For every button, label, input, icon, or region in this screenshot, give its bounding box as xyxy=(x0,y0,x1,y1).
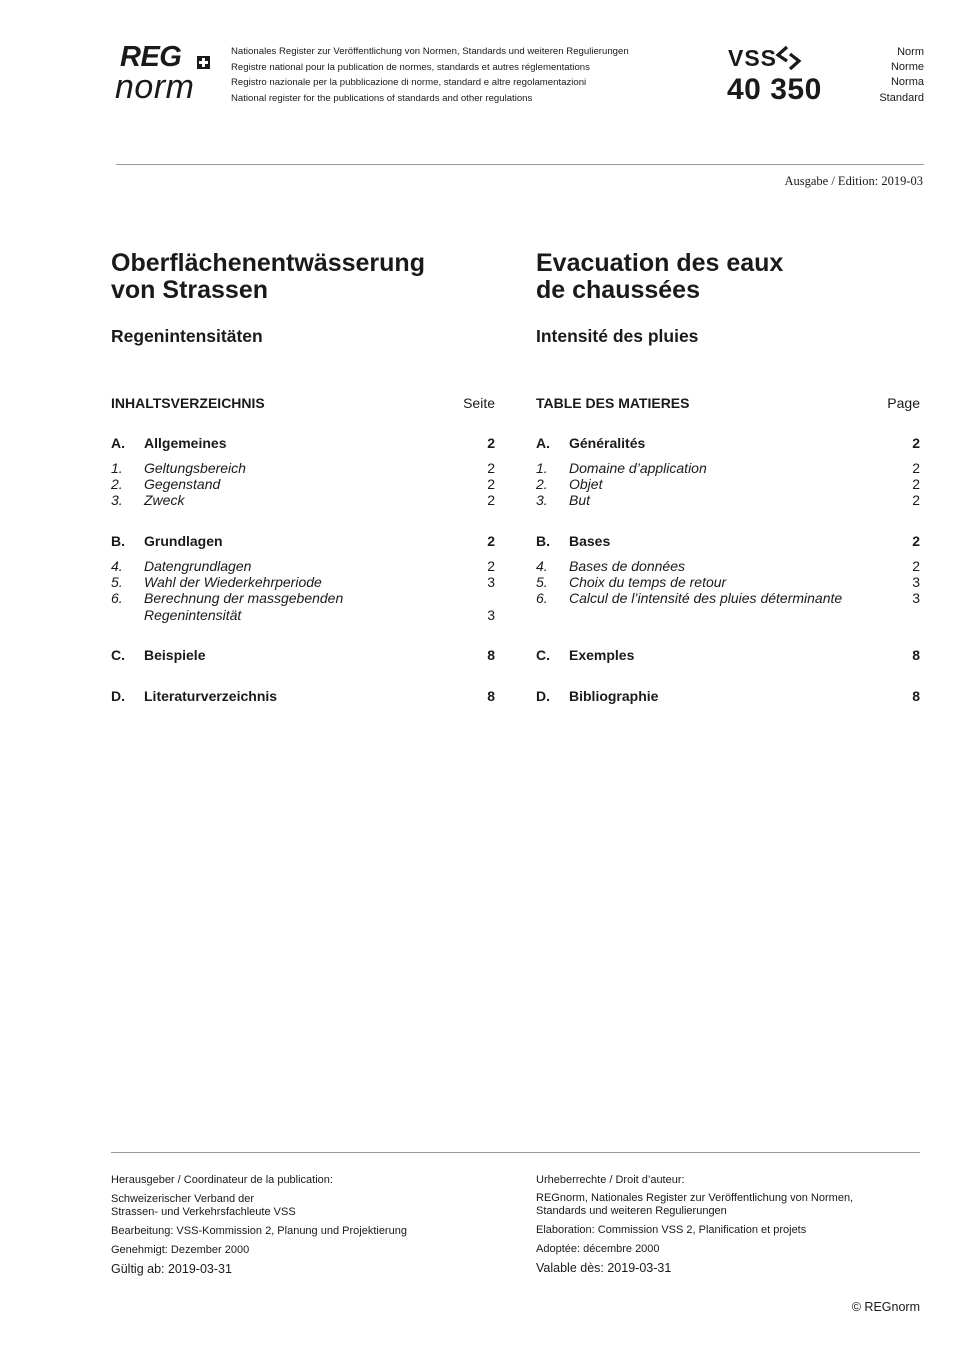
norm-word-it: Norma xyxy=(890,76,924,89)
toc-page: 3 xyxy=(912,574,920,590)
toc-number: B. xyxy=(536,533,550,549)
toc-page: 2 xyxy=(912,492,920,508)
toc-label: Exemples xyxy=(569,647,635,663)
toc-page: 8 xyxy=(912,647,920,663)
regnorm-logo-reg: REG xyxy=(120,41,182,73)
toc-label: Wahl der Wiederkehrperiode xyxy=(144,574,322,590)
toc-page: 3 xyxy=(487,574,495,590)
toc-label: Geltungsbereich xyxy=(144,460,246,476)
toc-de-section-d xyxy=(111,688,495,705)
toc-number: 5. xyxy=(536,574,548,590)
toc-fr-item-3 xyxy=(536,492,920,509)
toc-page: 8 xyxy=(487,688,495,704)
toc-page: 2 xyxy=(487,460,495,476)
toc-fr-item-2 xyxy=(536,476,920,493)
toc-label: Gegenstand xyxy=(144,476,221,492)
subtitle-de: Regenintensitäten xyxy=(111,326,263,346)
toc-number: 4. xyxy=(536,558,548,574)
copyright-line2: Standards und weiteren Regulierungen xyxy=(536,1205,727,1217)
footer-copyright-block xyxy=(536,1174,926,1275)
elaboration-info: Elaboration: Commission VSS 2, Planification et projets xyxy=(536,1224,807,1236)
toc-page: 2 xyxy=(487,435,495,451)
toc-fr-item-6 xyxy=(536,590,920,607)
adoption-date: Adoptée: décembre 2000 xyxy=(536,1243,660,1255)
copyright-label: Urheberrechte / Droit d’auteur: xyxy=(536,1174,685,1186)
toc-fr-section-d xyxy=(536,688,920,705)
norm-word-de: Norm xyxy=(897,46,924,58)
register-line-fr: Registre national pour la publication de normes, standards et autres réglementations xyxy=(231,61,590,73)
toc-label: Grundlagen xyxy=(144,533,223,549)
toc-page: 2 xyxy=(912,558,920,574)
toc-number: 5. xyxy=(111,574,123,590)
toc-page: 2 xyxy=(912,460,920,476)
footer-publisher-block xyxy=(111,1174,511,1276)
toc-page: 2 xyxy=(487,492,495,508)
toc-fr-section-b xyxy=(536,533,920,550)
toc-de-section-c xyxy=(111,647,495,664)
toc-page: 8 xyxy=(487,647,495,663)
toc-fr-heading: TABLE DES MATIERES xyxy=(536,395,690,411)
toc-number: 3. xyxy=(111,492,123,508)
title-fr-line1: Evacuation des eaux xyxy=(536,249,784,277)
norm-word-en: Standard xyxy=(879,91,924,104)
toc-fr-page-heading: Page xyxy=(887,395,920,411)
toc-label: Choix du temps de retour xyxy=(569,574,727,590)
toc-label: Domaine d’application xyxy=(569,460,707,476)
toc-label: Bases de données xyxy=(569,558,685,574)
toc-de-item-1 xyxy=(111,460,495,477)
toc-label: Datengrundlagen xyxy=(144,558,252,574)
toc-fr xyxy=(536,0,920,720)
toc-fr-item-5 xyxy=(536,574,920,591)
valid-from-fr: Valable dès: 2019-03-31 xyxy=(536,1261,672,1275)
toc-page: 2 xyxy=(487,558,495,574)
toc-fr-section-c xyxy=(536,647,920,664)
title-fr-line2: de chaussées xyxy=(536,276,700,304)
vss-logo-text: VSS xyxy=(728,45,778,71)
toc-de-section-b xyxy=(111,533,495,550)
toc-number: 6. xyxy=(536,590,548,606)
toc-page: 2 xyxy=(487,533,495,549)
toc-number: A. xyxy=(536,435,550,451)
toc-number: D. xyxy=(111,688,125,704)
footer-divider xyxy=(111,1152,920,1153)
register-line-en: National register for the publications of standards and other regulations xyxy=(231,92,533,104)
editing-info: Bearbeitung: VSS-Kommission 2, Planung und Projektierung xyxy=(111,1225,407,1237)
toc-label: But xyxy=(569,492,591,508)
copyright-notice: © REGnorm xyxy=(851,1300,920,1314)
toc-de-item-2 xyxy=(111,476,495,493)
toc-de-item-3 xyxy=(111,492,495,509)
approval-date: Genehmigt: Dezember 2000 xyxy=(111,1244,250,1256)
toc-fr-item-1 xyxy=(536,460,920,477)
toc-page: 8 xyxy=(912,688,920,704)
subtitle-fr: Intensité des pluies xyxy=(536,326,699,346)
toc-fr-header xyxy=(536,395,920,412)
toc-number: 1. xyxy=(111,460,123,476)
norm-number: 40 350 xyxy=(727,73,822,106)
toc-page: 2 xyxy=(912,435,920,451)
title-de-line1: Oberflächenentwässerung xyxy=(111,249,425,277)
publisher-label: Herausgeber / Coordinateur de la publication: xyxy=(111,1174,333,1186)
publisher-line1: Schweizerischer Verband der xyxy=(111,1193,255,1205)
toc-de-page-heading: Seite xyxy=(463,395,495,411)
toc-label: Beispiele xyxy=(144,647,206,663)
toc-number: D. xyxy=(536,688,550,704)
toc-number: C. xyxy=(111,647,125,663)
norm-word-fr: Norme xyxy=(890,61,924,74)
toc-label: Regenintensität xyxy=(144,607,242,623)
toc-de-header xyxy=(111,395,495,412)
toc-number: 1. xyxy=(536,460,548,476)
toc-number: 3. xyxy=(536,492,548,508)
register-line-de: Nationales Register zur Veröffentlichung von Normen, Standards und weiteren Regulierungen xyxy=(231,46,629,57)
toc-number: 6. xyxy=(111,590,123,606)
toc-label: Objet xyxy=(569,476,603,492)
toc-label: Allgemeines xyxy=(144,435,227,451)
toc-page: 3 xyxy=(912,590,920,606)
toc-label: Zweck xyxy=(144,492,185,508)
toc-de-section-a xyxy=(111,435,495,452)
regnorm-logo-norm: norm xyxy=(115,68,195,106)
toc-number: 2. xyxy=(111,476,123,492)
toc-de-item-6 xyxy=(111,590,495,607)
toc-page: 2 xyxy=(912,476,920,492)
toc-de xyxy=(111,0,495,720)
toc-de-item-4 xyxy=(111,558,495,575)
toc-label: Literaturverzeichnis xyxy=(144,688,278,704)
toc-label: Berechnung der massgebenden xyxy=(144,590,344,606)
toc-number: 4. xyxy=(111,558,123,574)
publisher-line2: Strassen- und Verkehrsfachleute VSS xyxy=(111,1206,296,1218)
toc-page: 2 xyxy=(912,533,920,549)
toc-fr-section-a xyxy=(536,435,920,452)
toc-page: 2 xyxy=(487,476,495,492)
toc-label: Calcul de l’intensité des pluies déterminante xyxy=(569,590,843,606)
copyright-line1: REGnorm, Nationales Register zur Veröffentlichung von Normen, xyxy=(536,1192,854,1204)
toc-de-item-5 xyxy=(111,574,495,591)
toc-page: 3 xyxy=(487,607,495,623)
toc-number: A. xyxy=(111,435,125,451)
toc-de-item-6-cont xyxy=(111,607,495,624)
register-line-it: Registro nazionale per la pubblicazione di norme, standard e altre regolamentazioni xyxy=(231,77,587,88)
toc-fr-item-4 xyxy=(536,558,920,575)
valid-from: Gültig ab: 2019-03-31 xyxy=(111,1262,232,1276)
toc-label: Bibliographie xyxy=(569,688,659,704)
toc-number: 2. xyxy=(536,476,548,492)
edition-date: Ausgabe / Edition: 2019-03 xyxy=(784,174,923,188)
toc-de-heading: INHALTSVERZEICHNIS xyxy=(111,395,265,411)
title-de-line2: von Strassen xyxy=(111,276,269,304)
toc-label: Bases xyxy=(569,533,611,549)
toc-number: B. xyxy=(111,533,125,549)
toc-number: C. xyxy=(536,647,550,663)
toc-label: Généralités xyxy=(569,435,646,451)
